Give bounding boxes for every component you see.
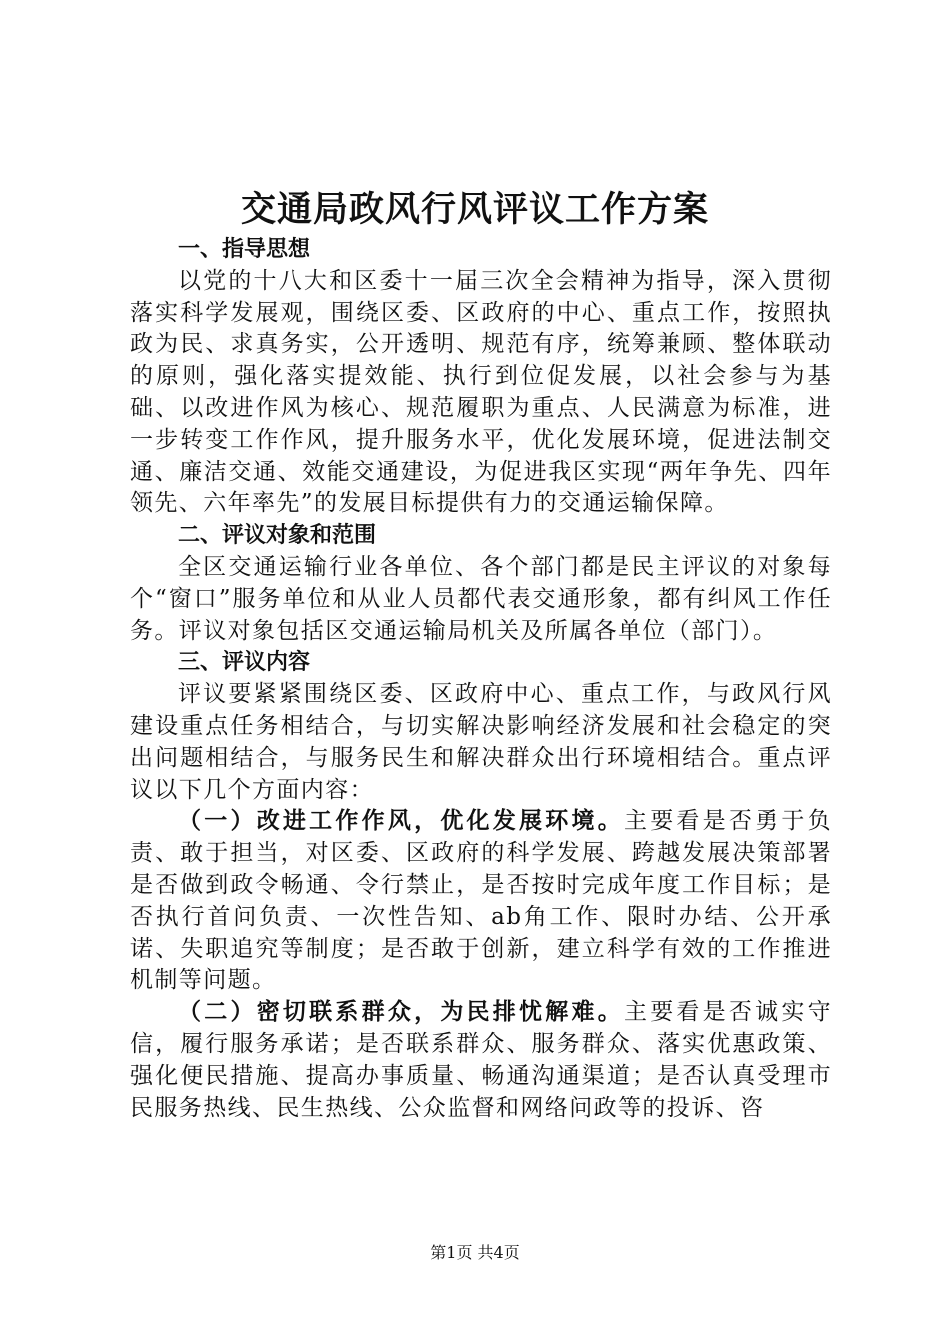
section-heading-evaluation-scope: 二、评议对象和范围 bbox=[178, 523, 377, 549]
list-item-lead: （一）改进工作作风，优化发展环境。 bbox=[178, 808, 624, 835]
list-item-improve-work-style bbox=[130, 806, 832, 997]
paragraph-evaluation-content: 评议要紧紧围绕区委、区政府中心、重点工作，与政风行风建设重点任务相结合，与切实解决影响经济发展和社会稳定的突出问题相结合，与服务民生和解决群众出行环境相结合。重点评议以下几个方面内容： bbox=[130, 681, 832, 803]
list-item-lead: （二）密切联系群众，为民排忧解难。 bbox=[178, 999, 624, 1026]
document-title: 交通局政风行风评议工作方案 bbox=[240, 189, 709, 230]
page-number-footer: 第1页 共4页 bbox=[430, 1243, 520, 1262]
document-body bbox=[130, 234, 832, 1124]
list-item-contact-masses bbox=[130, 997, 832, 1124]
section-heading-guiding-ideology: 一、指导思想 bbox=[178, 237, 311, 262]
paragraph-guiding-ideology: 以党的十八大和区委十一届三次全会精神为指导，深入贯彻落实科学发展观，围绕区委、区政府的中心、重点工作，按照执政为民、求真务实，公开透明、规范有序，统筹兼顾、整体联动的原则，强化落实提效能、执行到位促发展，以社会参与为基础、以改进作风为核心、规范履职为重点、人民满意为标准，进一步转变工作作风，提升服务水平，优化发展环境，促进法制交通、廉洁交通、效能交通建设，为促进我区实现“两年争先、四年领先、六年率先”的发展目标提供有力的交通运输保障。 bbox=[130, 267, 832, 517]
list-item-text: 主要看是否勇于负责、敢于担当，对区委、区政府的科学发展、跨越发展决策部署是否做到政令畅通、令行禁止，是否按时完成年度工作目标；是否执行首问负责、一次性告知、ab角工作、限时办结、公开承诺、失职追究等制度；是否敢于创新，建立科学有效的工作推进机制等问题。 bbox=[130, 808, 832, 994]
paragraph-evaluation-scope: 全区交通运输行业各单位、各个部门都是民主评议的对象每个“窗口”服务单位和从业人员都代表交通形象，都有纠风工作任务。评议对象包括区交通运输局机关及所属各单位（部门）。 bbox=[130, 553, 832, 644]
list-item-text: 主要看是否诚实守信，履行服务承诺；是否联系群众、服务群众、落实优惠政策、强化便民措施、提高办事质量、畅通沟通渠道；是否认真受理市民服务热线、民生热线、公众监督和网络问政等的投诉、咨 bbox=[130, 999, 832, 1121]
section-heading-evaluation-content: 三、评议内容 bbox=[178, 650, 311, 676]
